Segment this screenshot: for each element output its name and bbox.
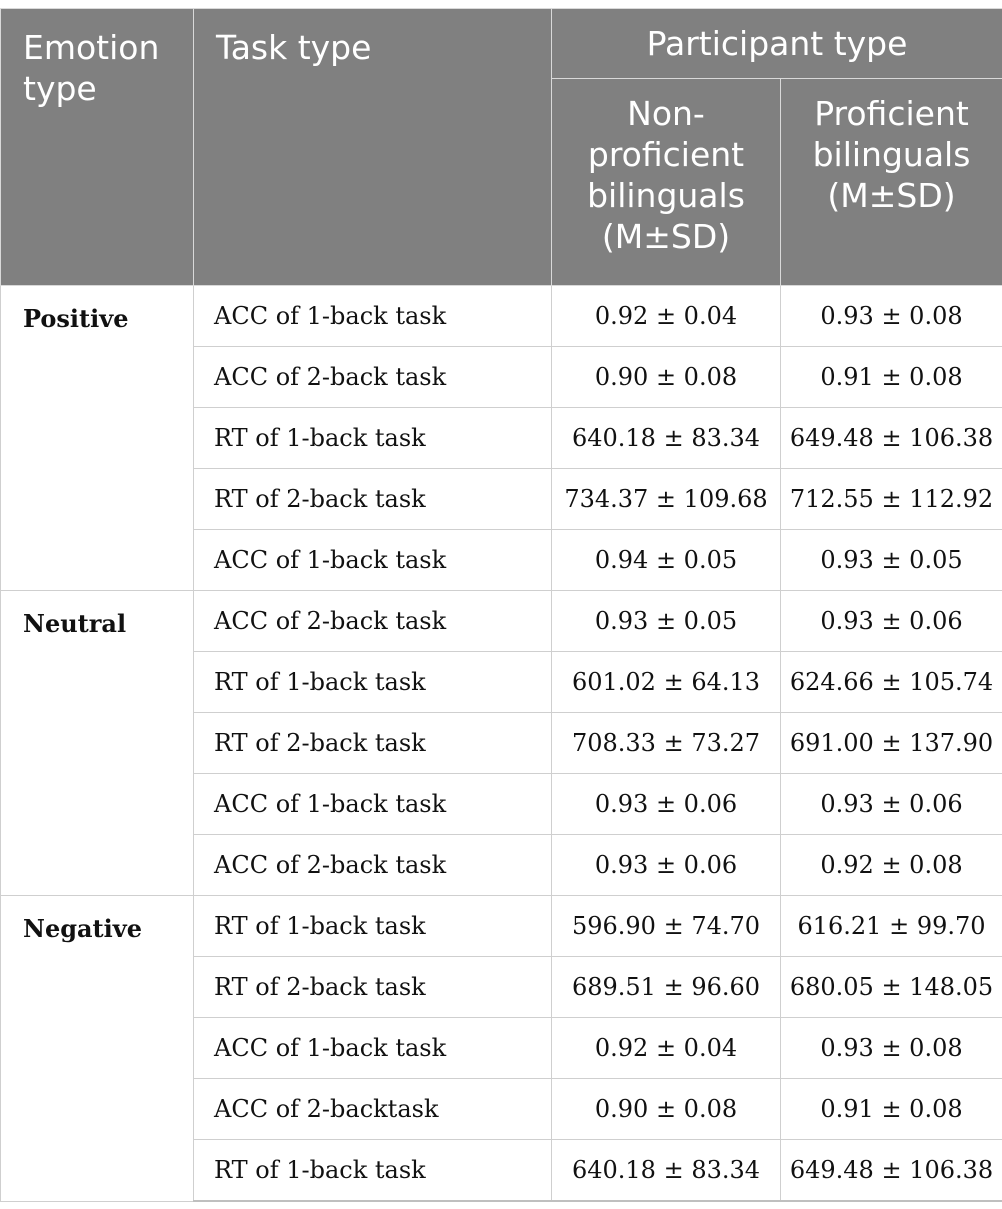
proficient-value-cell: 691.00 ± 137.90 (781, 713, 1002, 774)
task-type-cell: RT of 1-back task (194, 652, 552, 713)
task-type-cell: ACC of 1-back task (194, 1018, 552, 1079)
task-type-cell: ACC of 2-back task (194, 835, 552, 896)
non-proficient-value-cell: 734.37 ± 109.68 (552, 469, 781, 530)
task-type-cell: RT of 1-back task (194, 896, 552, 957)
task-type-cell: ACC of 2-back task (194, 591, 552, 652)
task-type-cell: ACC of 1-back task (194, 530, 552, 591)
header-participant-type: Participant type (552, 9, 1002, 79)
proficient-value-cell: 0.91 ± 0.08 (781, 1079, 1002, 1140)
emotion-type-cell: Neutral (1, 591, 194, 896)
non-proficient-value-cell: 640.18 ± 83.34 (552, 408, 781, 469)
proficient-value-cell: 0.93 ± 0.05 (781, 530, 1002, 591)
non-proficient-value-cell: 0.93 ± 0.06 (552, 774, 781, 835)
table-body (1, 286, 1002, 1202)
task-type-cell: ACC of 2-back task (194, 347, 552, 408)
non-proficient-value-cell: 640.18 ± 83.34 (552, 1140, 781, 1202)
non-proficient-value-cell: 0.93 ± 0.06 (552, 835, 781, 896)
proficient-value-cell: 0.92 ± 0.08 (781, 835, 1002, 896)
proficient-value-cell: 0.93 ± 0.08 (781, 1018, 1002, 1079)
task-type-cell: RT of 2-back task (194, 469, 552, 530)
non-proficient-value-cell: 0.94 ± 0.05 (552, 530, 781, 591)
results-table (0, 8, 1002, 1202)
emotion-type-cell: Positive (1, 286, 194, 591)
non-proficient-value-cell: 0.92 ± 0.04 (552, 286, 781, 347)
emotion-type-cell: Negative (1, 896, 194, 1202)
proficient-value-cell: 649.48 ± 106.38 (781, 1140, 1002, 1202)
task-type-cell: RT of 2-back task (194, 713, 552, 774)
proficient-value-cell: 624.66 ± 105.74 (781, 652, 1002, 713)
proficient-value-cell: 0.93 ± 0.08 (781, 286, 1002, 347)
non-proficient-value-cell: 0.90 ± 0.08 (552, 347, 781, 408)
table-row (1, 591, 1002, 652)
non-proficient-value-cell: 596.90 ± 74.70 (552, 896, 781, 957)
proficient-value-cell: 0.91 ± 0.08 (781, 347, 1002, 408)
non-proficient-value-cell: 708.33 ± 73.27 (552, 713, 781, 774)
task-type-cell: RT of 1-back task (194, 408, 552, 469)
table-header (1, 9, 1002, 286)
proficient-value-cell: 680.05 ± 148.05 (781, 957, 1002, 1018)
non-proficient-value-cell: 0.93 ± 0.05 (552, 591, 781, 652)
table-row (1, 286, 1002, 347)
proficient-value-cell: 0.93 ± 0.06 (781, 591, 1002, 652)
non-proficient-value-cell: 0.90 ± 0.08 (552, 1079, 781, 1140)
header-task-type: Task type (194, 9, 552, 286)
table-row (1, 896, 1002, 957)
non-proficient-value-cell: 601.02 ± 64.13 (552, 652, 781, 713)
non-proficient-value-cell: 689.51 ± 96.60 (552, 957, 781, 1018)
proficient-value-cell: 0.93 ± 0.06 (781, 774, 1002, 835)
task-type-cell: ACC of 1-back task (194, 774, 552, 835)
task-type-cell: RT of 1-back task (194, 1140, 552, 1202)
proficient-value-cell: 712.55 ± 112.92 (781, 469, 1002, 530)
header-proficient: Proficient bilinguals (M±SD) (781, 79, 1002, 286)
non-proficient-value-cell: 0.92 ± 0.04 (552, 1018, 781, 1079)
proficient-value-cell: 649.48 ± 106.38 (781, 408, 1002, 469)
header-emotion-type: Emotion type (1, 9, 194, 286)
proficient-value-cell: 616.21 ± 99.70 (781, 896, 1002, 957)
task-type-cell: ACC of 2-backtask (194, 1079, 552, 1140)
task-type-cell: ACC of 1-back task (194, 286, 552, 347)
header-non-proficient: Non-proficient bilinguals (M±SD) (552, 79, 781, 286)
task-type-cell: RT of 2-back task (194, 957, 552, 1018)
